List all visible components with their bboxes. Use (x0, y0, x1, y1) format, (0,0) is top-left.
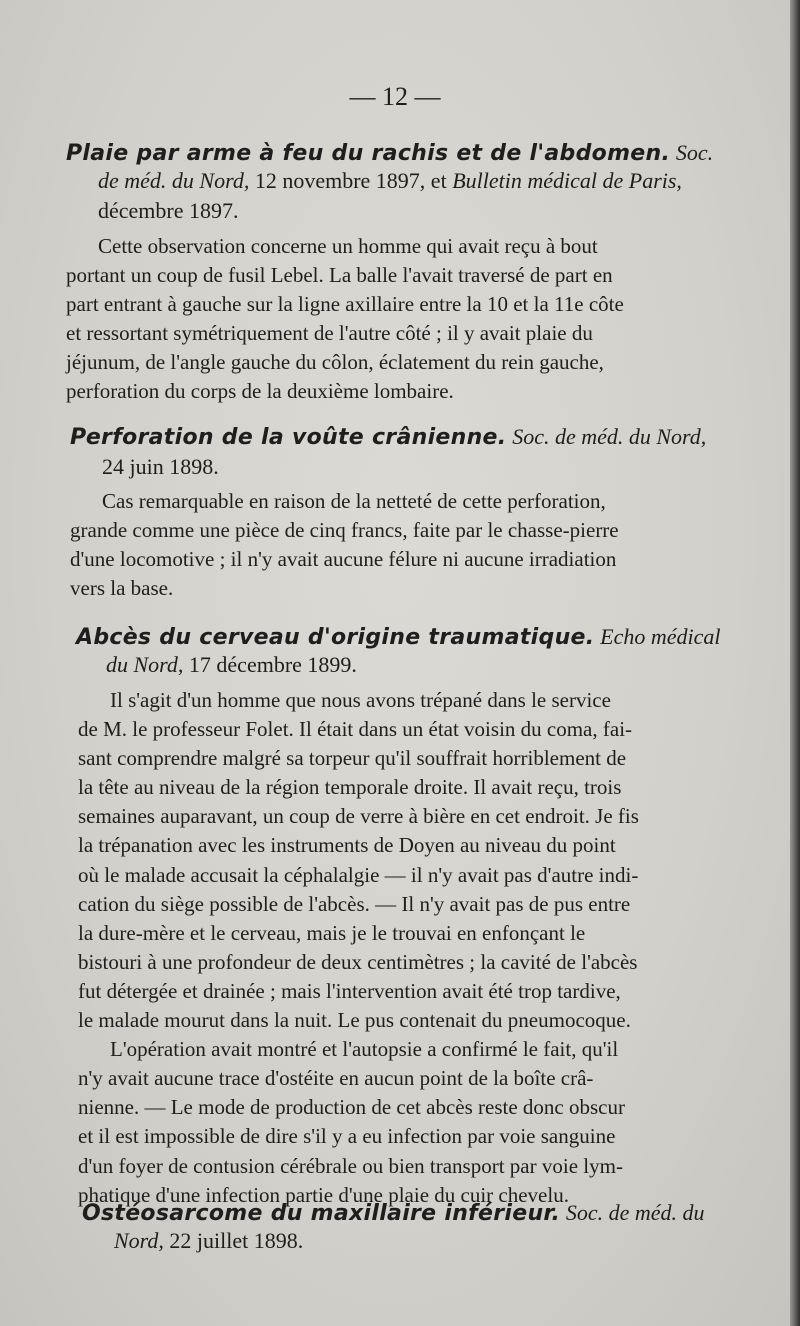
body-line: phatique d'une infection partie d'une plaie du cuir chevelu. (78, 1182, 569, 1207)
body-line: la dure-mère et le cerveau, mais je le trouvai en enfonçant le (78, 920, 586, 945)
body-line: d'un foyer de contusion cérébrale ou bien transport par voie lym- (78, 1153, 623, 1178)
body-line: vers la base. (70, 576, 174, 601)
entry-3-citation-line-1: du Nord, 17 décembre 1899. (106, 652, 357, 677)
body-line: grande comme une pièce de cinq francs, faite par le chasse-pierre (70, 518, 619, 543)
body-line: cation du siège possible de l'abcès. — Il n'y avait pas de pus entre (78, 891, 631, 916)
entry-3-heading (76, 622, 721, 653)
body-line: et ressortant symétriquement de l'autre côté ; il y avait plaie du (66, 321, 593, 346)
entry-4-title: Ostéosarcome du maxillaire inférieur. (82, 1201, 561, 1226)
entry-1-body (66, 232, 734, 407)
page-edge-shadow (790, 0, 800, 1326)
entry-1-heading (66, 138, 713, 169)
entry-2-citation-line-1: 24 juin 1898. (102, 454, 219, 479)
body-line: semaines auparavant, un coup de verre à bière en cet endroit. Je fis (78, 804, 639, 829)
body-line: perforation du corps de la deuxième lombaire. (66, 379, 454, 404)
entry-2-source: Soc. de méd. du Nord, (512, 424, 707, 449)
entry-4-source: Soc. de méd. du (565, 1200, 705, 1225)
body-line: où le malade accusait la céphalalgie — il n'y avait pas d'autre indi- (78, 862, 639, 887)
body-line: nienne. — Le mode de production de cet abcès reste donc obscur (78, 1095, 625, 1120)
entry-2-body (70, 487, 736, 603)
body-line: et il est impossible de dire s'il y a eu infection par voie sanguine (78, 1124, 616, 1149)
body-line: la tête au niveau de la région temporale droite. Il avait reçu, trois (78, 775, 622, 800)
body-line: la trépanation avec les instruments de Doyen au niveau du point (78, 833, 616, 858)
entry-4-citation-line-1: Nord, 22 juillet 1898. (114, 1228, 304, 1253)
body-line: Cette observation concerne un homme qui avait reçu à bout (98, 234, 598, 258)
entry-1-source: Soc. (675, 140, 714, 165)
body-line: jéjunum, de l'angle gauche du côlon, éclatement du rein gauche, (66, 350, 604, 375)
entry-3-title: Abcès du cerveau d'origine traumatique. (76, 625, 595, 650)
entry-3-source: Echo médical (600, 624, 721, 649)
body-line: Il s'agit d'un homme que nous avons trépané dans le service (110, 688, 611, 712)
entry-4-heading (82, 1198, 705, 1229)
body-line: part entrant à gauche sur la ligne axillaire entre la 10 et la 11e côte (66, 292, 624, 317)
body-line: L'opération avait montré et l'autopsie a confirmé le fait, qu'il (110, 1037, 619, 1062)
body-line: fut détergée et drainée ; mais l'intervention avait été trop tardive, (78, 978, 621, 1003)
body-line: Cas remarquable en raison de la netteté de cette perforation, (102, 489, 606, 513)
body-line: bistouri à une profondeur de deux centimètres ; la cavité de l'abcès (78, 949, 638, 974)
page-number: — 12 — (349, 82, 441, 111)
body-line: sant comprendre malgré sa torpeur qu'il souffrait horriblement de (78, 746, 627, 771)
body-line: d'une locomotive ; il n'y avait aucune félure ni aucune irradiation (70, 547, 617, 572)
entry-3-body (78, 686, 742, 1210)
entry-1-citation-line-2: décembre 1897. (98, 198, 239, 223)
entry-1-citation-line-1: de méd. du Nord, 12 novembre 1897, et Bulletin médical de Paris, (98, 168, 682, 193)
body-line: portant un coup de fusil Lebel. La balle l'avait traversé de part en (66, 263, 613, 288)
entry-2-heading (70, 422, 706, 453)
entry-1-title: Plaie par arme à feu du rachis et de l'abdomen. (66, 141, 671, 166)
entry-2-title: Perforation de la voûte crânienne. (70, 425, 507, 450)
body-line: n'y avait aucune trace d'ostéite en aucun point de la boîte crâ- (78, 1066, 594, 1091)
body-line: de M. le professeur Folet. Il était dans un état voisin du coma, fai- (78, 717, 633, 742)
body-line: le malade mourut dans la nuit. Le pus contenait du pneumocoque. (78, 1008, 631, 1033)
